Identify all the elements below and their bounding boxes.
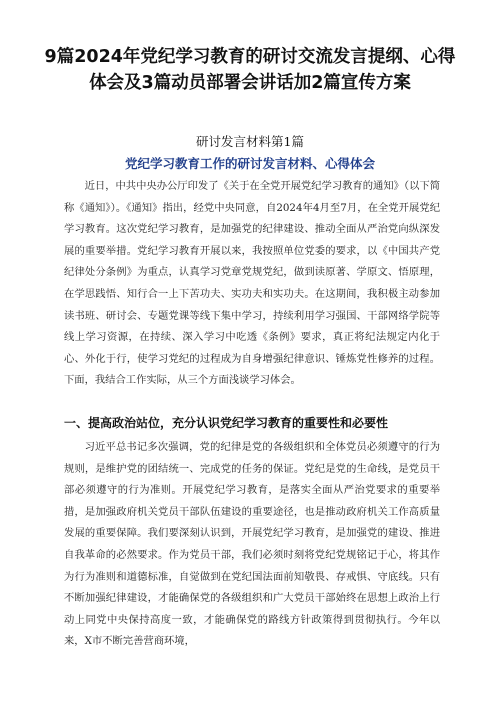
title-line-2: 体会及3篇动员部署会讲话加2篇宣传方案 bbox=[89, 73, 411, 93]
document-title bbox=[40, 44, 460, 96]
heading-section-1: 一、提高政治站位，充分认识党纪学习教育的重要性和必要性 bbox=[64, 416, 389, 430]
section-label: 研讨发言材料第1篇 bbox=[196, 134, 304, 149]
paragraph-section-1: 习近平总书记多次强调，党的纪律是党的各级组织和全体党员必须遵守的行为规则，是维护党的团结统一、完成党的任务的保证。党纪是党的生命线，是党员干部必须遵守的行为准则。开展党纪学习教育，是落实全面从严治党要求的重要举措，是加强政府机关党员干部队伍建设的重要途径，也是推动政府机关工作高质量发展的重要保障。我们要深刻认识到，开展党纪学习教育，是加强党的建设、推进自我革命的必然要求。作为党员干部，我们必须时刻将党纪党规铭记于心，将其作为行为准则和道德标准，自觉做到在党纪国法面前知敬畏、存戒惧、守底线。只有不断加强纪律建设，才能确保党的各级组织和广大党员干部始终在思想上政治上行动上同党中央保持高度一致，才能确保党的路线方针政策得到贯彻执行。今年以来，X市不断完善营商环境， bbox=[64, 441, 440, 648]
paragraph-intro: 近日，中共中央办公厅印发了《关于在全党开展党纪学习教育的通知》（以下简称《通知》）。《通知》指出，经党中央同意，自2024年4月至7月，在全党开展党纪学习教育。这次党纪学习教育，是加强党的纪律建设、推动全面从严治党向纵深发展的重要举措。党纪学习教育开展以来，我按照单位党委的要求，以《中国共产党纪律处分条例》为重点，认真学习党章党规党纪，做到读原著、学原文、悟原理，在学思践悟、知行合一上下苦功夫、实功夫和实功夫。在这期间，我积极主动参加读书班、研讨会、专题党课等线下集中学习，持续利用学习强国、干部网络学院等线上学习资源，在持续、深入学习中吃透《条例》要求，真正将纪法规定内化于心、外化于行，使学习党纪的过程成为自身增强纪律意识、锤炼党性修养的过程。下面，我结合工作实际，从三个方面浅谈学习体会。 bbox=[64, 180, 440, 387]
section-title: 党纪学习教育工作的研讨发言材料、心得体会 bbox=[124, 156, 375, 171]
title-line-1: 9篇2024年党纪学习教育的研讨交流发言提纲、心得 bbox=[44, 47, 456, 67]
